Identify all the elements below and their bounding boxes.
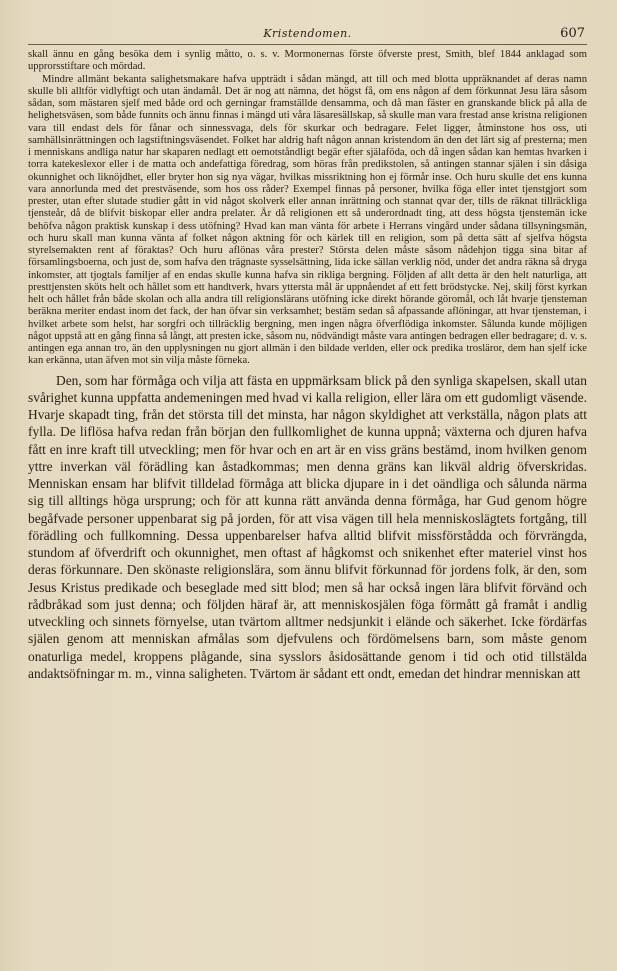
small-paragraph: skall ännu en gång besöka dem i synlig måtto, o. s. v. Mormonernas förste öfverste prest, Smith, blef 1844 anklagad som upprorsstiftare och mördad.	[28, 49, 587, 73]
main-text-block	[28, 372, 587, 683]
running-header	[28, 26, 587, 45]
page-number: 607	[560, 26, 585, 41]
running-title: Kristendomen.	[263, 27, 352, 40]
main-paragraph: Den, som har förmåga och vilja att fästa en uppmärksam blick på den synliga skapelsen, skall utan svårighet kunna uppfatta andemeningen med hvad vi kalla religion, eller lära om ett gudomligt väsende. Hvarje skapadt ting, från det största till det minsta, har någon skyldighet att verkställa, någon plats att fylla. De liflösa hafva redan från början den fullkomlighet de kunna uppnå; växterna och djuren hafva fått en inre kraft till utveckling; men för hvar och en art är en viss gräns bestämd, inom hvilken genom yttre inverkan väl förädling kan åstadkommas; men denna gräns kan likväl aldrig öfverskridas. Menniskan ensam har blifvit tilldelad förmåga att blicka djupare in i det oändliga och sålunda närma sig till alltings höga ursprung; och för att kunna rätt använda denna förmåga, har Gud genom högre begåfvade personer uppenbarat sig på jorden, för att visa vägen till hela menniskoslägtets fortgång, till förädling och fullkomning. Dessa uppenbarelser hafva alltid blifvit missförstådda och förvrängda, stundom af öfverdrift och okunnighet, men oftast af hågkomst och snikenhet efter materiel vinst hos deras förkunnare. Den skönaste religionslära, som ännu blifvit förkunnad för jordens folk, är den, som Jesus Kristus predikade och beseglade med sitt blod; men så har också ingen lära blifvit förvänd och rådbråkad som just denna; och följden häraf är, att menniskosjälen föga förmått gå framåt i andlig utveckling och sinnets förnyelse, utan tvärtom alltmer nedsjunkit i elände och säkerhet. Icke fördärfas själen genom att menniskan afmålas som djefvulens och fördömelsens barn, som måste genom onaturliga medel, kroppens plågande, sina sysslors åsidosättande genom i tid och otid tillstälda andaktsöfningar m. m., vinna saligheten. Tvärtom är sådant ett ondt, emedan det hindrar menniskan att	[28, 372, 587, 681]
small-paragraph: Mindre allmänt bekanta salighetsmakare hafva uppträdt i sådan mängd, att till och med blotta uppräknandet af deras namn skulle bli alltför vidlyftigt och utan ändamål. Det är nog att nämna, det högst få, om ens någon af dem förkunnat Jesu lära såsom sådan, som mästaren sjelf med både ord och gerningar framställde densamma, och då man fäster en granskande blick på alla de helighetsväsen, som både funnits och ännu finnas i mängd uti våra läsaresällskap, så skulle man vara frestad anse kristna religionen vara till endast dels för fånar och sinnessvaga, dels för skurkar och bedragare. Felet ligger, åtminstone hos oss, uti samhällsinrättningen och lagstiftningsväsendet. Folket har aldrig haft någon annan kristendom än den det lärt sig af presterna; men i menniskans andliga natur har skaparen nedlagt ett oemotståndligt begär efter själaföda, och då ingen sådan kan hemtas hvarken i torra katekeslexor eller i de matta och andefattiga föredrag, som höras från predikstolen, så antingen stannar själen i sin dåsiga okunnighet och liknöjdhet, eller bryter hon sig nya vägar, hvilkas missriktning hon ej förmår inse. Och huru skulle det ens kunna vara annorlunda med det prestväsende, som hos oss råder? Exempel finnas på personer, hvilka föga eller intet tjenstgjort som prester, utan efter slutade studier gått in vid något skolverk eller annan inrättning och stannat qvar der, tills de räknat tillräckliga tjensteår, då de blifvit biskopar eller andra prelater. Är då religionen ett så underordnadt ting, att dess högsta tjenstemän icke behöfva någon praktisk kunskap i dess utöfning? Hvad kan man vänta för arbete i Herrans vingård under sådana tillsyningsmän, och huru skall man kunna vänta af folket någon aktning för och kärlek till en religion, som på detta sätt af sjelfva högsta styrelsemakten rent af föraktas? Och huru aflönas våra prester? Största delen måste såsom nådehjon tigga sina bitar af församlingsboerna, och just de, som hafva den trägnaste sysselsättning, lida icke sällan verklig nöd, under det andra räkna så dryga inkomster, att tjogtals familjer af en endas skulle kunna hafva sin rikliga bergning. Följden af allt detta är den helt naturliga, att presttjensten sköts helt och hållet som ett handtverk, hvars yttersta mål är uppnåendet af ett fett brödstycke. Nej, skilj först kyrkan helt och hållet från både skolan och alla andra till religionslärans utöfning icke direkt hörande göromål, och låt hvarje tjensteman beräkna meriter endast inom det fack, der han öfvar sin verksamhet; bestäm sedan så afpassande aflöningar, att hvar tjensteman, i hvilket arbete som helst, har sorgfri och tillräcklig bergning, men ingen några öfverflödiga inkomster. Sålunda kunde möjligen något uppstå att en gång finna så långt, att presten icke, såsom nu, nödvändigt måste vara antingen bedragen eller bedragare; d. v. s. antingen ega annan tro, än den upplysningen nu gjort allmän i den bildade verlden, eller ock predika trosläror, dem han sjelf icke kan erkänna, utan äfven mot sin vilja måste förneka.	[28, 73, 587, 367]
footnote-text-block	[28, 49, 587, 368]
